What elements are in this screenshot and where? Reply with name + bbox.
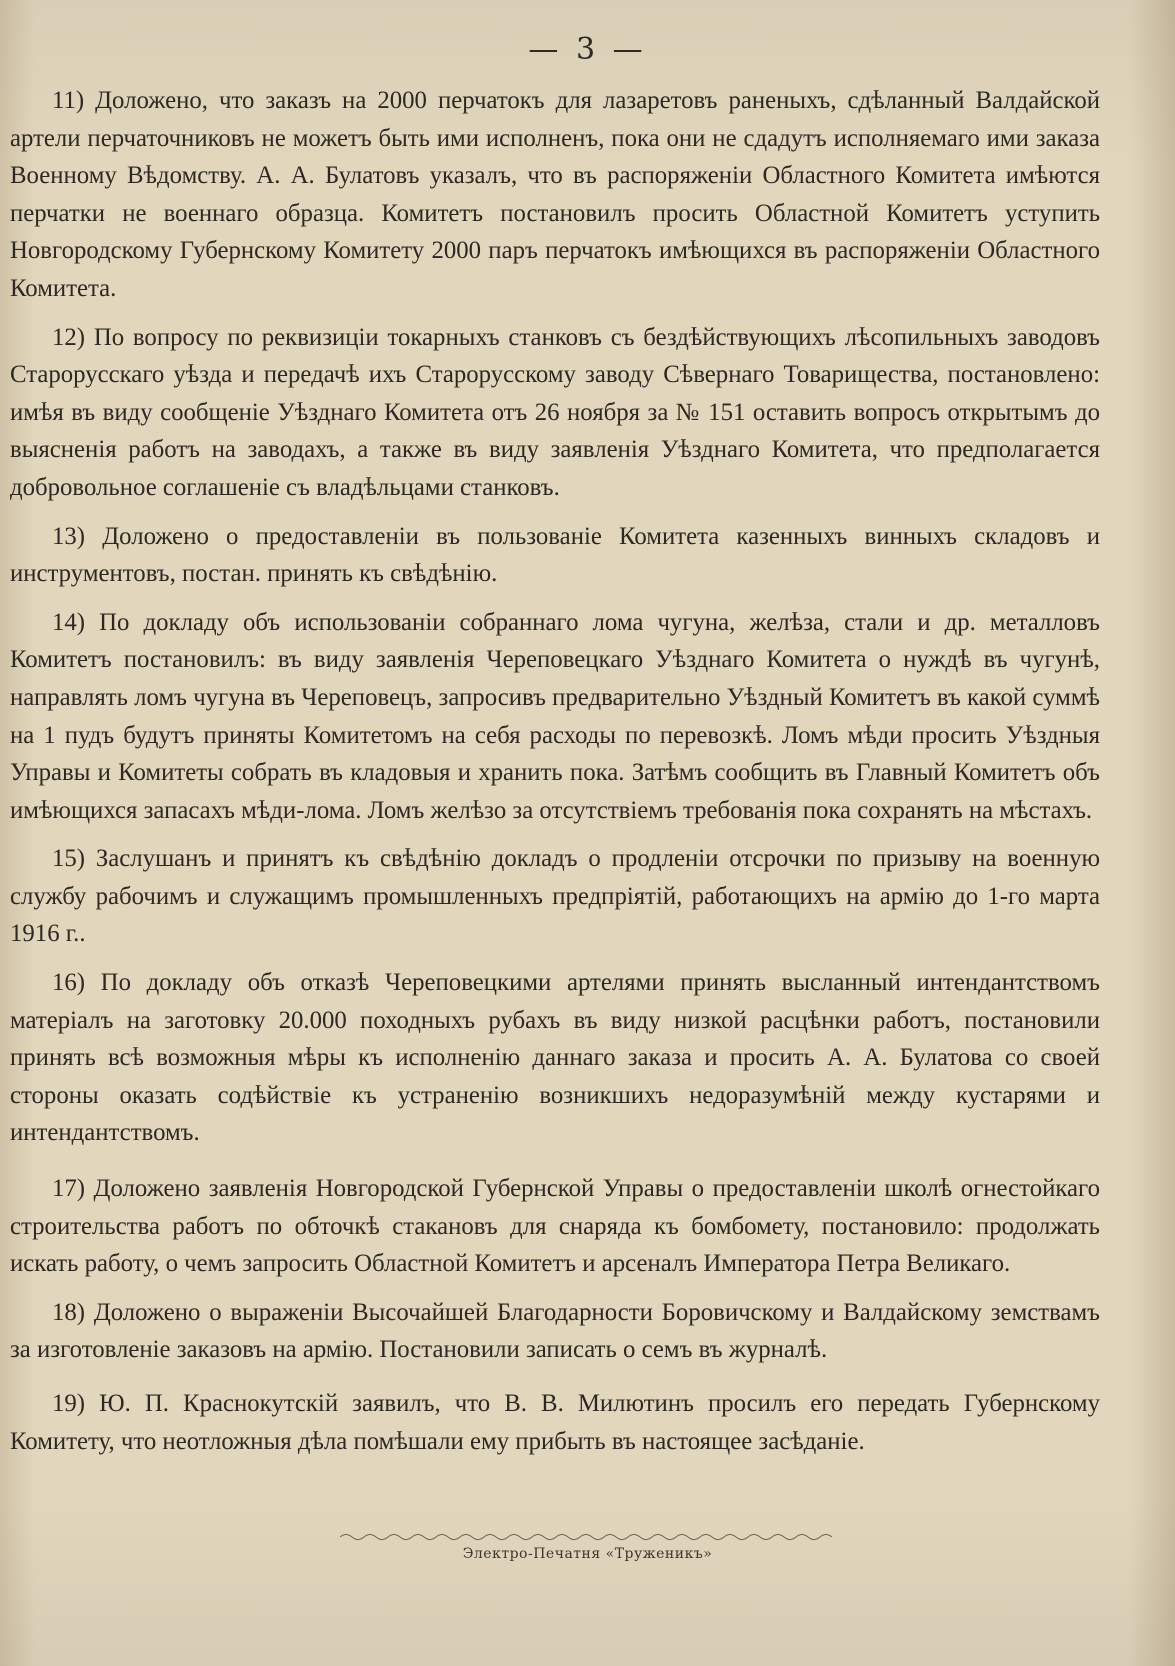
paragraph-19: 19) Ю. П. Краснокутскій заявилъ, что В. В. Милютинъ просилъ его передать Губернскому Комитету, что неотложныя дѣла помѣшали ему прибыть въ настоящее засѣданіе. [10, 1390, 1100, 1455]
printer-imprint: Электро-Печатня «Труженикъ» [462, 1546, 713, 1562]
paragraph-18: 18) Доложено о выраженіи Высочайшей Благодарности Боровичскому и Валдайскому земствамъ за изготовленіе заказовъ на армію. Постановили записать о семъ въ журналѣ. [10, 1298, 1100, 1364]
footer-ornament-rule [340, 1532, 840, 1542]
page-number: — 3 — [528, 32, 647, 67]
paragraph-13: 13) Доложено о предоставленіи въ пользованіе Комитета казенныхъ винныхъ складовъ и инструментовъ, постан. принять къ свѣдѣнію. [10, 522, 1100, 588]
paragraph-16: 16) По докладу объ отказѣ Череповецкими артелями принять высланный интендантствомъ матеріалъ на заготовку 20.000 походныхъ рубахъ въ виду низкой расцѣнки работъ, постановили принять всѣ возможныя мѣры къ исполненію даннаго заказа и просить А. А. Булатова со своей стороны оказать содѣйствіе къ устраненію возникшихъ недоразумѣній между кустарями и интендантствомъ. [10, 969, 1100, 1147]
paragraph-14: 14) По докладу объ использованіи собраннаго лома чугуна, желѣза, стали и др. металловъ Комитетъ постановилъ: въ виду заявленія Череповецкаго Уѣзднаго Комитета о нуждѣ въ чугунѣ, направлять ломъ чугуна въ Череповецъ, запросивъ предварительно Уѣздный Комитетъ въ какой суммѣ на 1 пудъ будутъ приняты Комитетомъ на себя расходы по перевозкѣ. Ломъ мѣди просить Уѣздныя Управы и Комитеты собрать въ кладовыя и хранить пока. Затѣмъ сообщить въ Главный Комитетъ объ имѣющихся запасахъ мѣди-лома. Ломъ желѣзо за отсутствіемъ требованія пока сохранять на мѣстахъ. [10, 608, 1100, 824]
paragraph-17: 17) Доложено заявленія Новгородской Губернской Управы о предоставленіи школѣ огнестойкаго строительства работъ по обточкѣ стакановъ для снаряда къ бомбомету, постановило: продолжать искать работу, о чемъ запросить Областной Комитетъ и арсеналъ Императора Петра Великаго. [10, 1175, 1100, 1278]
paragraph-15: 15) Заслушанъ и принятъ къ свѣдѣнію докладъ о продленіи отсрочки по призыву на военную службу рабочимъ и служащимъ промышленныхъ предпріятій, работающихъ на армію до 1-го марта 1916 г.. [10, 845, 1100, 948]
paragraph-12: 12) По вопросу по реквизиціи токарныхъ станковъ съ бездѣйствующихъ лѣсопильныхъ заводовъ Старорусскаго уѣзда и передачѣ ихъ Старорусскому заводу Сѣвернаго Товарищества, постановлено: имѣя въ виду сообщеніе Уѣзднаго Комитета отъ 26 ноября за № 151 оставить вопросъ открытымъ до выясненія работъ на заводахъ, а также въ виду заявленія Уѣзднаго Комитета, что предполагается добровольное соглашеніе съ владѣльцами станковъ. [10, 323, 1100, 501]
paragraph-11: 11) Доложено, что заказъ на 2000 перчатокъ для лазаретовъ раненыхъ, сдѣланный Валдайской артели перчаточниковъ не можетъ быть ими исполненъ, пока они не сдадутъ исполняемаго ими заказа Военному Вѣдомству. А. А. Булатовъ указалъ, что въ распоряженіи Областного Комитета имѣются перчатки не военнаго образца. Комитетъ постановилъ просить Областной Комитетъ уступить Новгородскому Губернскому Комитету 2000 паръ перчатокъ имѣющихся въ распоряженіи Областного Комитета. [10, 87, 1100, 302]
minutes-body [10, 82, 1100, 1471]
